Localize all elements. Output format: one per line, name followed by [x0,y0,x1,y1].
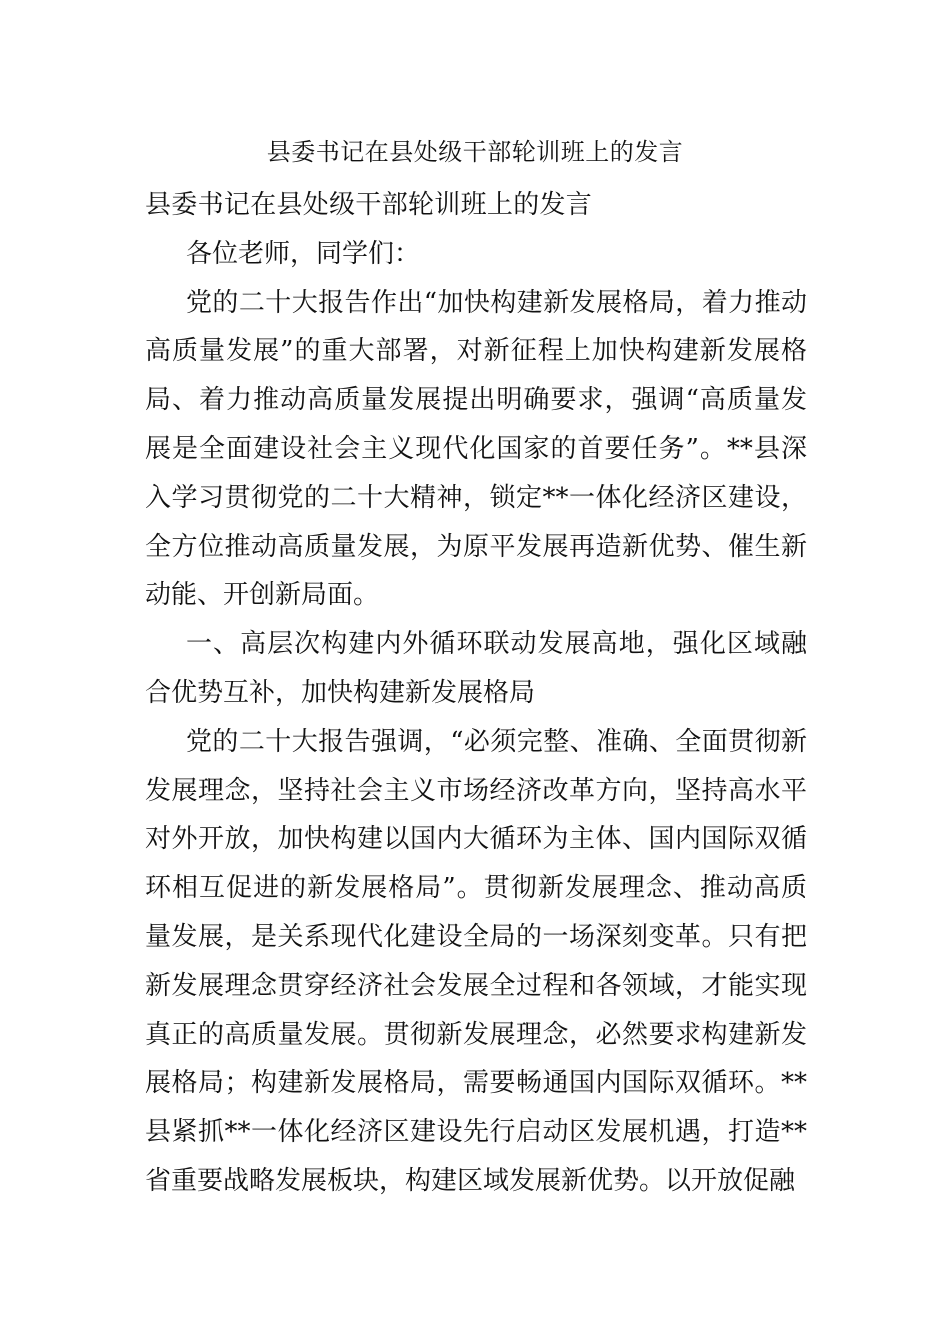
paragraph-section-1: 党的二十大报告强调，“必须完整、准确、全面贯彻新发展理念，坚持社会主义市场经济改革方向，坚持高水平对外开放，加快构建以国内大循环为主体、国内国际双循环相互促进的新发展格局”。贯彻新发展理念、推动高质量发展，是关系现代化建设全局的一场深刻变革。只有把新发展理念贯穿经济社会发展全过程和各领域，才能实现真正的高质量发展。贯彻新发展理念，必然要求构建新发展格局；构建新发展格局，需要畅通国内国际双循环。**县紧抓**一体化经济区建设先行启动区发展机遇，打造**省重要战略发展板块，构建区域发展新优势。以开放促融 [145,726,807,1196]
salutation: 各位老师，同学们： [186,238,421,269]
paragraph-intro: 党的二十大报告作出“加快构建新发展格局，着力推动高质量发展”的重大部署，对新征程上加快构建新发展格局、着力推动高质量发展提出明确要求，强调“高质量发展是全面建设社会主义现代化国家的首要任务”。**县深入学习贯彻党的二十大精神，锁定**一体化经济区建设，全方位推动高质量发展，为原平发展再造新优势、催生新动能、开创新局面。 [145,287,807,611]
document-subtitle: 县委书记在县处级干部轮训班上的发言 [145,190,593,220]
document-body [145,181,807,1206]
section-heading-1: 一、高层次构建内外循环联动发展高地，强化区域融合优势互补，加快构建新发展格局 [145,629,807,708]
document-title: 县委书记在县处级干部轮训班上的发言 [266,138,684,166]
